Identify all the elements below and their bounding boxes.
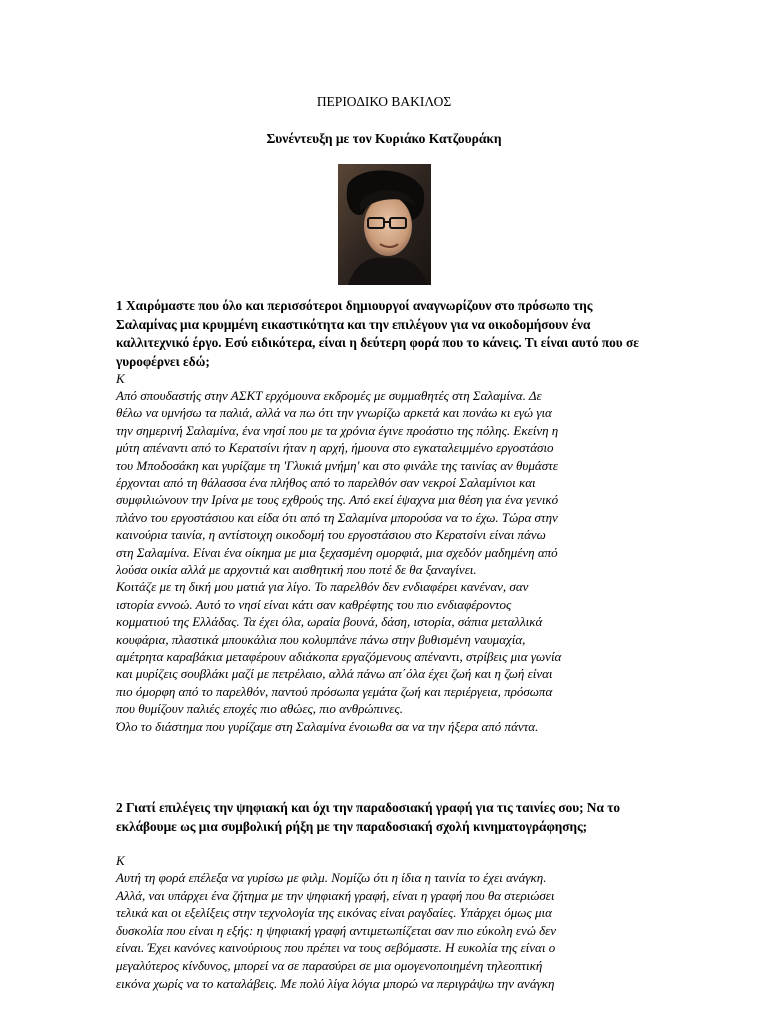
answer-line: Από σπουδαστής στην ΑΣΚΤ ερχόμουνα εκδρομές με συμμαθητές στη Σαλαμίνα. Δε bbox=[116, 388, 542, 403]
speaker-label-1: Κ bbox=[116, 371, 125, 386]
answer-line: την σημερινή Σαλαμίνα, ένα νησί που με τα χρόνια έγινε προάστιο της πόλης. Εκείνη η bbox=[116, 422, 559, 438]
speaker-label-2: Κ bbox=[116, 853, 125, 868]
answer-line: θέλω να υμνήσω τα παλιά, αλλά να πω ότι την γνωρίζω αρκετά και πονάω κι εγώ για bbox=[116, 405, 552, 421]
answer-line: πιο όμορφη από το παρελθόν, παντού πρόσωπα γεμάτα ζωή και περιέργεια, πρόσωπα bbox=[116, 683, 553, 699]
answer-line: Όλο το διάστημα που γυρίζαμε στη Σαλαμίνα ένοιωθα σα να την ήξερα από πάντα. bbox=[116, 718, 539, 734]
answer-line: κουφάρια, πλαστικά μπουκάλια που κολυμπάνε πάνω στην βυθισμένη ναυμαχία, bbox=[116, 631, 526, 647]
question-1: 1 Χαιρόμαστε που όλο και περισσότεροι δημιουργοί αναγνωρίζουν στο πρόσωπο της Σαλαμίνας μια κρυμμένη εικαστικότητα και την επιλέγουν για να οικοδομήσουν ένα καλλιτεχνικό έργο. Εσύ ειδικότερα, είναι η δεύτερη φορά που το κάνεις. Τι είναι αυτό που σε γυροφέρνει εδώ; bbox=[116, 298, 639, 369]
portrait-photo bbox=[338, 164, 431, 285]
answer-line: δυσκολία που είναι η εξής: η ψηφιακή γραφή αντιμετωπίζεται σαν πιο εύκολη ενώ δεν bbox=[116, 922, 557, 938]
answer-line: συμφιλιώνουν την Ιρίνα με τους εχθρούς της. Από εκεί έψαχνα μια θέση για ένα γενικό bbox=[116, 492, 559, 508]
answer-line: αμέτρητα καραβάκια μεταφέρουν αδιάκοπα εργαζόμενους απέναντι, στρίβεις μια γωνία bbox=[116, 649, 562, 664]
answer-line: πλάνο του εργοστάσιου και είδα ότι από τη Σαλαμίνα μπορούσα να το έχω. Τώρα στην bbox=[116, 509, 558, 525]
answer-line: κομματιού της Ελλάδας. Τα έχει όλα, ωραία βουνά, δάση, ιστορία, σάπια μεταλλικά bbox=[116, 614, 543, 630]
answer-line: εικόνα χωρίς να το καταλάβεις. Με πολύ λίγα λόγια μπορώ να περιγράψω την ανάγκη bbox=[116, 975, 555, 991]
answer-line: ιστορία εννοώ. Αυτό το νησί είναι κάτι σαν καθρέφτης του πιο ενδιαφέροντος bbox=[116, 596, 512, 612]
answer-line: τελικά και οι εξελίξεις στην τεχνολογία της εικόνας είναι ραγδαίες. Υπάρχει όμως μια bbox=[116, 905, 552, 921]
answer-line: καινούρια ταινία, η αντίστοιχη οικοδομή του εργοστάσιου στο Κερατσίνι είναι πάνω bbox=[116, 527, 546, 543]
answer-line: λούσα οικία αλλά με αρχοντιά και αισθητική που ποτέ δε θα ξαναγίνει. bbox=[116, 562, 477, 577]
answer-line: Αυτή τη φορά επέλεξα να γυρίσω με φιλμ. Νομίζω ότι η ίδια η ταινία το έχει ανάγκη. bbox=[116, 870, 547, 885]
magazine-title: ΠΕΡΙΟΔΙΚΟ ΒΑΚΙΛΟΣ bbox=[316, 94, 452, 109]
answer-line: μεγαλύτερος κίνδυνος, μπορεί να σε παρασύρει σε μια ομογενοποιημένη τηλεοπτική bbox=[116, 958, 543, 973]
interview-subtitle: Συνέντευξη με τον Κυριάκο Κατζουράκη bbox=[266, 131, 502, 146]
answer-line: του Μποδοσάκη και γυρίζαμε τη 'Γλυκιά μνήμη' και στο φινάλε της ταινίας αν θυμάστε bbox=[116, 457, 558, 473]
answer-line: Κοιτάζε με τη δική μου ματιά για λίγο. Το παρελθόν δεν ενδιαφέρει κανέναν, σαν bbox=[116, 579, 529, 595]
answer-line: στη Σαλαμίνα. Είναι ένα οίκημα με μια ξεχασμένη ομορφιά, μια σχεδόν μαδημένη από bbox=[116, 544, 558, 560]
answer-line: έρχονται από τη θάλασσα ένα πλήθος από το παρελθόν σαν νεκροί Σαλαμίνιοι και bbox=[116, 475, 536, 490]
answer-line: Αλλά, ναι υπάρχει ένα ζήτημα με την ψηφιακή γραφή, είναι η γραφή που θα στεριώσει bbox=[116, 887, 555, 903]
answer-line: και μυρίζεις σουβλάκι μαζί με πετρέλαιο, αλλά πάνω απ΄όλα έχει ζωή και η ζωή είναι bbox=[116, 666, 553, 682]
answer-line: μύτη απέναντι από το Κερατσίνι ήταν η αρχή, ήμουνα στο εγκαταλειμμένο εργοστάσιο bbox=[116, 440, 554, 456]
answer-line: είναι. Έχει κανόνες καινούριους που πρέπει να τους σεβόμαστε. Η ευκολία της είναι ο bbox=[116, 940, 556, 956]
question-2: 2 Γιατί επιλέγεις την ψηφιακή και όχι την παραδοσιακή γραφή για τις ταινίες σου; Να το εκλάβουμε ως μια συμβολική ρήξη με την παραδοσιακή σχολή κινηματογράφησης; bbox=[116, 800, 621, 834]
answer-line: που θυμίζουν παλιές εποχές πιο αθώες, πιο ανθρώπινες. bbox=[116, 701, 403, 717]
portrait-image bbox=[338, 164, 431, 285]
